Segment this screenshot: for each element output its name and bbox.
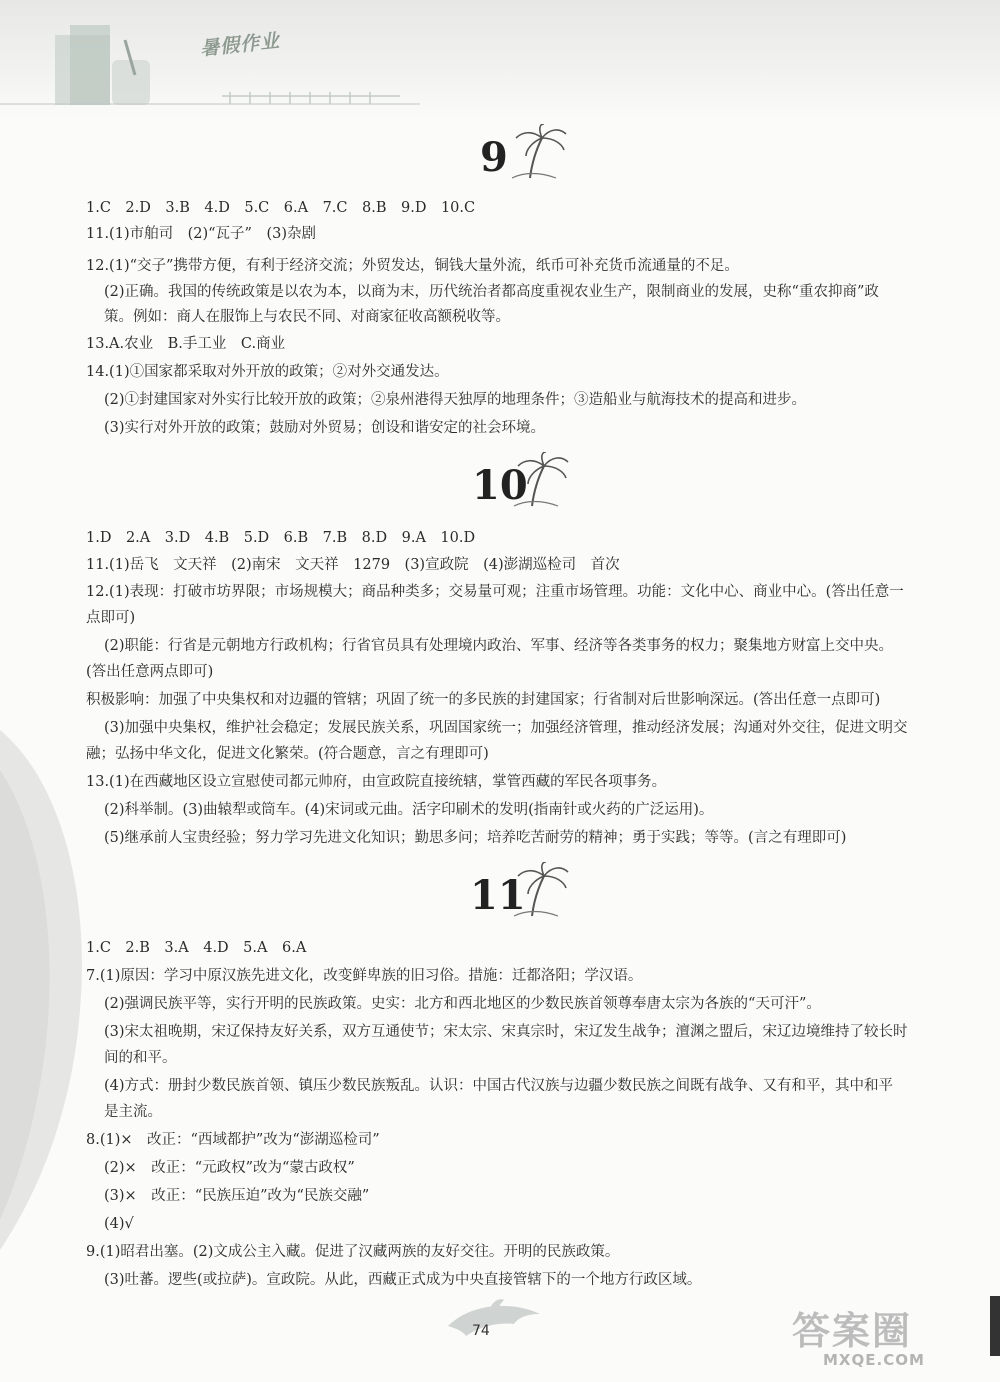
answer-line: 11.(1)市舶司 (2)“瓦子” (3)杂剧 (86, 226, 317, 242)
answer-line: 1.D 2.A 3.D 4.B 5.D 6.B 7.B 8.D 9.A 10.D (86, 530, 476, 546)
header-logo: 暑假作业 (199, 29, 282, 61)
answer-line: 间的和平。 (104, 1050, 177, 1066)
answer-line: (2)× 改正：“元政权”改为“蒙古政权” (104, 1160, 355, 1176)
section-number: 10 (472, 462, 528, 509)
answer-line: 积极影响：加强了中央集权和对边疆的管辖；巩固了统一的多民族的封建国家；行省制对后世影响深远。(答出任意一点即可) (86, 692, 881, 708)
section-number: 11 (470, 872, 526, 919)
answer-line: 12.(1)表现：打破市坊界限；市场规模大；商品种类多；交易量可观；注重市场管理。功能：文化中心、商业中心。(答出任意一 (86, 584, 904, 600)
answer-line: (2)科举制。(3)曲辕犁或筒车。(4)宋词或元曲。活字印刷术的发明(指南针或火药的广泛运用)。 (104, 802, 714, 818)
answer-line: 13.(1)在西藏地区设立宣慰使司都元帅府，由宣政院直接统辖，掌管西藏的军民各项事务。 (86, 774, 667, 790)
answer-line: (3)加强中央集权，维护社会稳定；发展民族关系，巩固国家统一；加强经济管理，推动经济发展；沟通对外交往，促进文明交 (104, 720, 908, 736)
answer-line: (2)强调民族平等，实行开明的民族政策。史实：北方和西北地区的少数民族首领尊奉唐太宗为各族的“天可汗”。 (104, 996, 821, 1012)
section-number: 9 (480, 134, 508, 181)
answer-line: 1.C 2.B 3.A 4.D 5.A 6.A (86, 940, 307, 956)
watermark-brand: 答案圈 (792, 1309, 913, 1353)
answer-line: 策。例如：商人在服饰上与农民不同、对商家征收高额税收等。 (104, 309, 510, 325)
page-edge-bar (990, 1296, 1000, 1356)
answer-line: (3)× 改正：“民族压迫”改为“民族交融” (104, 1188, 370, 1204)
answer-line: (4)方式：册封少数民族首领、镇压少数民族叛乱。认识：中国古代汉族与边疆少数民族之间既有战争、又有和平，其中和平 (104, 1078, 894, 1094)
answer-line: (5)继承前人宝贵经验；努力学习先进文化知识；勤思多问；培养吃苦耐劳的精神；勇于实践；等等。(言之有理即可) (104, 830, 847, 846)
answer-line: (2)正确。我国的传统政策是以农为本，以商为末，历代统治者都高度重视农业生产，限制商业的发展，史称“重农抑商”政 (104, 284, 879, 300)
answer-line: 点即可) (86, 610, 136, 626)
answer-line: 12.(1)“交子”携带方便，有利于经济交流；外贸发达，铜钱大量外流，纸币可补充货币流通量的不足。 (86, 258, 739, 274)
answer-line: 7.(1)原因：学习中原汉族先进文化，改变鲜卑族的旧习俗。措施：迁都洛阳；学汉语。 (86, 968, 643, 984)
answer-line: 14.(1)①国家都采取对外开放的政策；②对外交通发达。 (86, 364, 449, 380)
section-title-11 (470, 862, 610, 922)
answer-line: (3)实行对外开放的政策；鼓励对外贸易；创设和谐安定的社会环境。 (104, 420, 546, 436)
answer-line: 是主流。 (104, 1104, 162, 1120)
palm-tree-icon (510, 124, 570, 180)
palm-tree-icon (512, 862, 572, 918)
watermark-url: MXQE.COM (823, 1351, 925, 1369)
palm-tree-icon (512, 452, 572, 508)
section-title-9 (480, 124, 620, 184)
dolphin-icon (440, 1296, 550, 1346)
answer-line: 11.(1)岳飞 文天祥 (2)南宋 文天祥 1279 (3)宣政院 (4)澎湖巡检司 首次 (86, 557, 620, 573)
answer-line: 8.(1)× 改正：“西域都护”改为“澎湖巡检司” (86, 1132, 380, 1148)
answer-line: (2)职能：行省是元朝地方行政机构；行省官员具有处理境内政治、军事、经济等各类事务的权力；聚集地方财富上交中央。 (104, 638, 894, 654)
answer-line: 13.A.农业 B.手工业 C.商业 (86, 336, 286, 352)
answer-line: (3)吐蕃。逻些(或拉萨)。宣政院。从此，西藏正式成为中央直接管辖下的一个地方行政区域。 (104, 1272, 702, 1288)
answer-line: (2)①封建国家对外实行比较开放的政策；②泉州港得天独厚的地理条件；③造船业与航海技术的提高和进步。 (104, 392, 807, 408)
page-number: 74 (472, 1323, 490, 1339)
answer-line: 9.(1)昭君出塞。(2)文成公主入藏。促进了汉藏两族的友好交往。开明的民族政策。 (86, 1244, 620, 1260)
answer-line: (4)√ (104, 1216, 134, 1232)
answer-line: (3)宋太祖晚期，宋辽保持友好关系，双方互通使节；宋太宗、宋真宗时，宋辽发生战争；澶渊之盟后，宋辽边境维持了较长时 (104, 1024, 908, 1040)
answer-line: (答出任意两点即可) (86, 664, 214, 680)
section-title-10 (472, 452, 612, 512)
answer-line: 融；弘扬中华文化，促进文化繁荣。(符合题意，言之有理即可) (86, 746, 489, 762)
answer-line: 1.C 2.D 3.B 4.D 5.C 6.A 7.C 8.B 9.D 10.C (86, 200, 476, 216)
